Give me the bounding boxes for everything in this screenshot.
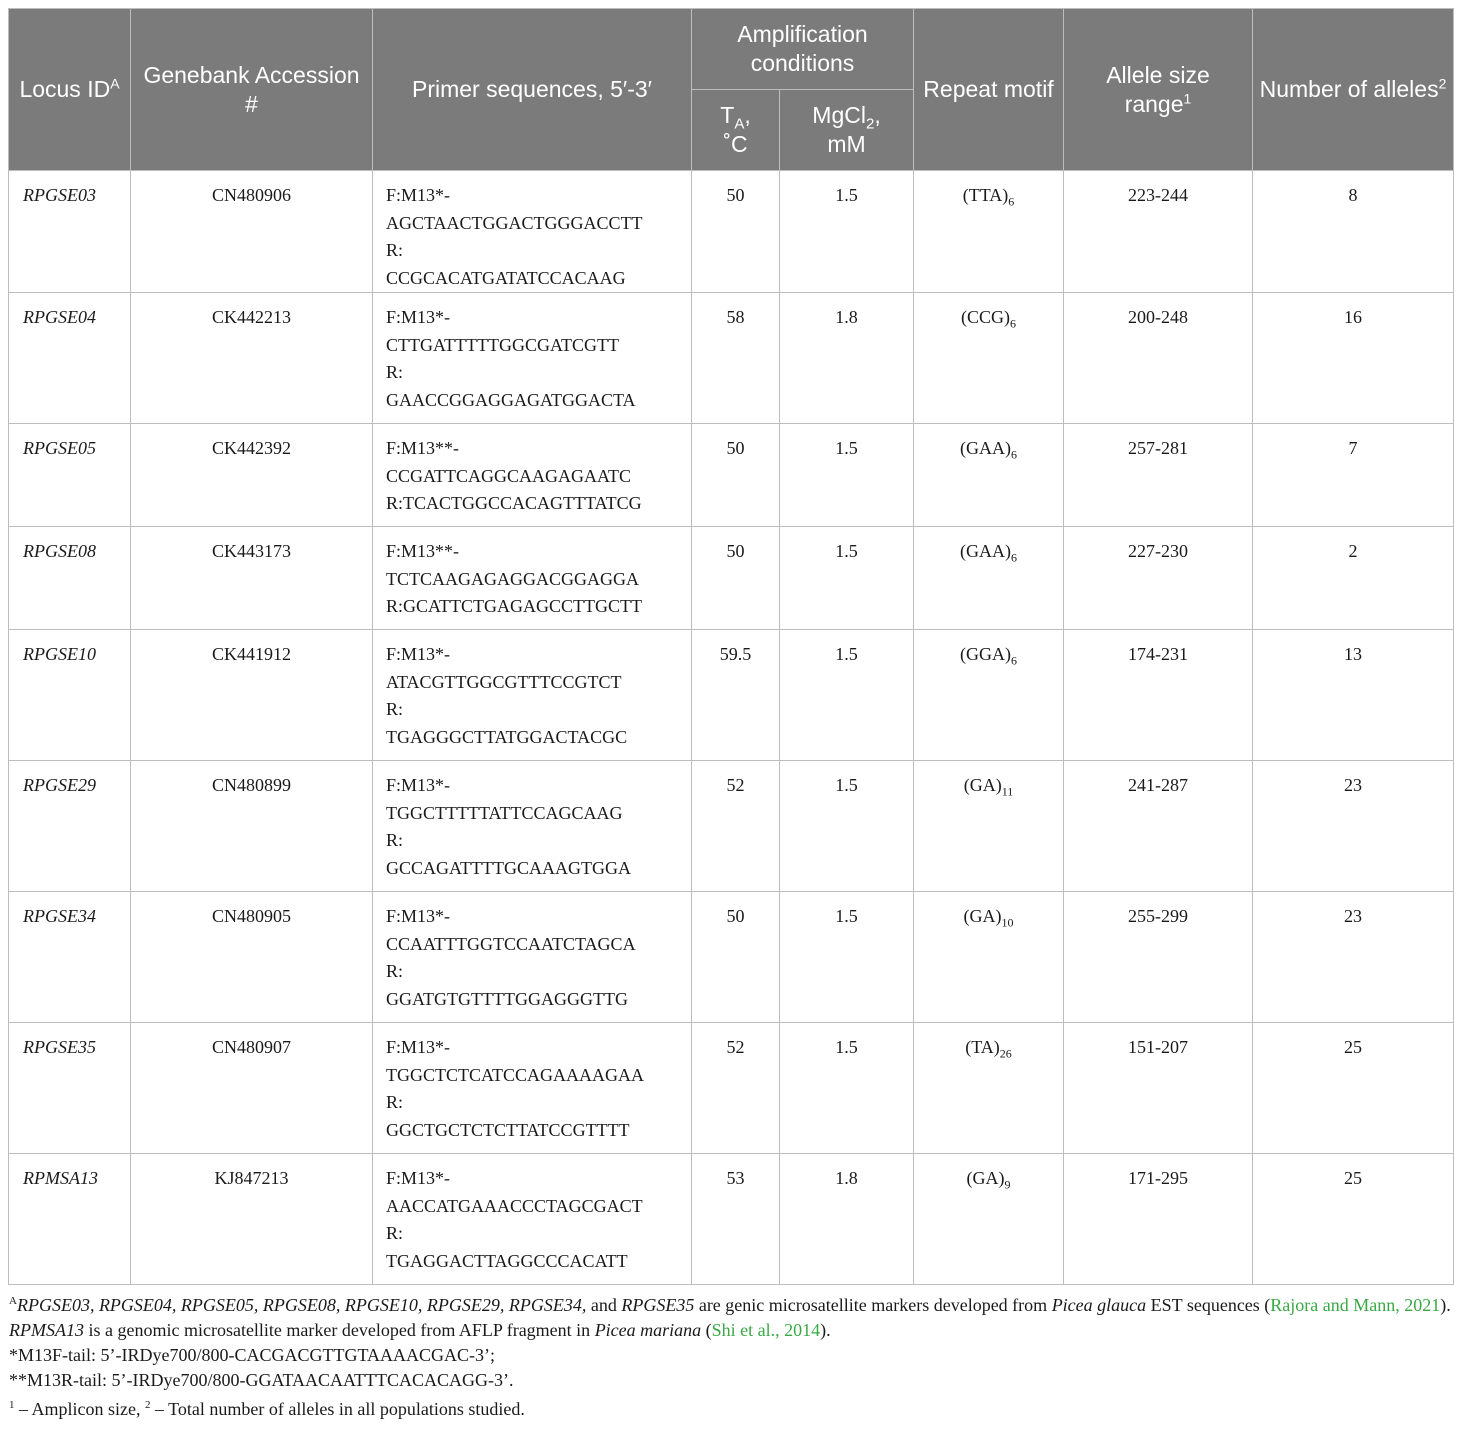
footnote-m13r: **M13R-tail: 5’-IRDye700/800-GGATAACAATTTCACACAGG-3’.: [9, 1370, 514, 1390]
footnote-superscripts: $^1$ – Amplicon size, $^2$ – Total number of alleles in all populations studied.: [9, 1399, 525, 1419]
cell-ta: 58: [692, 293, 780, 424]
cell-number-of-alleles: 16: [1253, 293, 1454, 424]
cell-accession: CK442213: [131, 293, 373, 424]
cell-number-of-alleles: 8: [1253, 171, 1454, 293]
table-row: [9, 424, 1454, 527]
table-row: [9, 293, 1454, 424]
table-row: [9, 1023, 1454, 1154]
cell-repeat-motif: $(GA)_{10}$: [914, 892, 1064, 1023]
table-row: [9, 761, 1454, 892]
cell-number-of-alleles: 25: [1253, 1154, 1454, 1285]
cell-allele-range: 227-230: [1064, 527, 1253, 630]
cell-allele-range: 257-281: [1064, 424, 1253, 527]
cell-allele-range: 255-299: [1064, 892, 1253, 1023]
cell-number-of-alleles: 13: [1253, 630, 1454, 761]
header-amplification: Amplification conditions: [692, 9, 914, 90]
cell-mgcl2: 1.5: [780, 527, 914, 630]
cell-locus: RPMSA13: [9, 1154, 131, 1285]
table-container: [8, 8, 1453, 1422]
cell-number-of-alleles: 23: [1253, 761, 1454, 892]
cell-ta: 50: [692, 424, 780, 527]
cell-ta: 50: [692, 892, 780, 1023]
cell-mgcl2: 1.5: [780, 1023, 914, 1154]
cell-locus: RPGSE08: [9, 527, 131, 630]
cell-accession: CN480906: [131, 171, 373, 293]
cell-repeat-motif: $(GA)_9$: [914, 1154, 1064, 1285]
cell-number-of-alleles: 7: [1253, 424, 1454, 527]
cell-allele-range: 200-248: [1064, 293, 1253, 424]
cell-primers: F:M13*- TGGCTTTTTATTCCAGCAAG R: GCCAGATTTTGCAAAGTGGA: [373, 761, 692, 892]
header-genebank: Genebank Accession #: [131, 9, 373, 171]
cell-repeat-motif: $(CCG)_6$: [914, 293, 1064, 424]
reference-link-shi[interactable]: Shi et al., 2014: [711, 1320, 821, 1340]
cell-ta: 59.5: [692, 630, 780, 761]
cell-primers: F:M13*- CTTGATTTTTGGCGATCGTT R: GAACCGGAGGAGATGGACTA: [373, 293, 692, 424]
cell-locus: RPGSE05: [9, 424, 131, 527]
cell-repeat-motif: $(TTA)_6$: [914, 171, 1064, 293]
cell-primers: F:M13*- ATACGTTGGCGTTTCCGTCT R: TGAGGGCTTATGGACTACGC: [373, 630, 692, 761]
cell-ta: 50: [692, 527, 780, 630]
cell-repeat-motif: $(GGA)_6$: [914, 630, 1064, 761]
cell-locus: RPGSE29: [9, 761, 131, 892]
cell-mgcl2: 1.5: [780, 761, 914, 892]
cell-locus: RPGSE03: [9, 171, 131, 293]
header-ta: $T_A$, ˚C: [692, 90, 780, 171]
cell-ta: 50: [692, 171, 780, 293]
cell-number-of-alleles: 23: [1253, 892, 1454, 1023]
cell-allele-range: 151-207: [1064, 1023, 1253, 1154]
cell-primers: F:M13*- TGGCTCTCATCCAGAAAAGAA R: GGCTGCTCTCTTATCCGTTTT: [373, 1023, 692, 1154]
footnote-a: $^A$RPGSE03, RPGSE04, RPGSE05, RPGSE08, RPGSE10, RPGSE29, RPGSE34, and RPGSE35 are genic microsatellite markers developed from Picea glauca EST sequences (Rajora and Mann, 2021).: [9, 1295, 1451, 1315]
cell-locus: RPGSE10: [9, 630, 131, 761]
cell-accession: CN480899: [131, 761, 373, 892]
cell-ta: 52: [692, 1023, 780, 1154]
cell-allele-range: 223-244: [1064, 171, 1253, 293]
cell-allele-range: 241-287: [1064, 761, 1253, 892]
table-row: [9, 630, 1454, 761]
cell-number-of-alleles: 2: [1253, 527, 1454, 630]
cell-repeat-motif: $(TA)_{26}$: [914, 1023, 1064, 1154]
cell-allele-range: 174-231: [1064, 630, 1253, 761]
cell-primers: F:M13*- AGCTAACTGGACTGGGACCTT R: CCGCACATGATATCCACAAG: [373, 171, 692, 293]
cell-accession: CK443173: [131, 527, 373, 630]
cell-mgcl2: 1.8: [780, 1154, 914, 1285]
cell-accession: CK442392: [131, 424, 373, 527]
table-row: [9, 171, 1454, 293]
table-row: [9, 527, 1454, 630]
table-row: [9, 892, 1454, 1023]
cell-locus: RPGSE04: [9, 293, 131, 424]
header-number-of-alleles: Number of alleles$^2$: [1253, 9, 1454, 171]
microsatellite-table: [8, 8, 1454, 1285]
cell-repeat-motif: $(GA)_{11}$: [914, 761, 1064, 892]
header-locus-id: Locus $ID^A$: [9, 9, 131, 171]
cell-accession: KJ847213: [131, 1154, 373, 1285]
cell-primers: F:M13**- TCTCAAGAGAGGACGGAGGA R:GCATTCTGAGAGCCTTGCTT: [373, 527, 692, 630]
footnote-m13f: *M13F-tail: 5’-IRDye700/800-CACGACGTTGTAAAACGAC-3’;: [9, 1345, 496, 1365]
header-repeat-motif: Repeat motif: [914, 9, 1064, 171]
cell-mgcl2: 1.5: [780, 630, 914, 761]
cell-mgcl2: 1.5: [780, 171, 914, 293]
table-row: [9, 1154, 1454, 1285]
cell-repeat-motif: $(GAA)_6$: [914, 424, 1064, 527]
cell-repeat-motif: $(GAA)_6$: [914, 527, 1064, 630]
cell-mgcl2: 1.8: [780, 293, 914, 424]
footnote-rpmsa13: RPMSA13 is a genomic microsatellite marker developed from AFLP fragment in Picea mariana (Shi et al., 2014).: [9, 1320, 831, 1340]
cell-accession: CN480905: [131, 892, 373, 1023]
cell-locus: RPGSE34: [9, 892, 131, 1023]
table-footnotes: [8, 1289, 1453, 1422]
cell-ta: 53: [692, 1154, 780, 1285]
cell-allele-range: 171-295: [1064, 1154, 1253, 1285]
cell-ta: 52: [692, 761, 780, 892]
cell-accession: CN480907: [131, 1023, 373, 1154]
cell-primers: F:M13*- CCAATTTGGTCCAATCTAGCA R: GGATGTGTTTTGGAGGGTTG: [373, 892, 692, 1023]
cell-mgcl2: 1.5: [780, 424, 914, 527]
cell-locus: RPGSE35: [9, 1023, 131, 1154]
cell-number-of-alleles: 25: [1253, 1023, 1454, 1154]
header-primers: Primer sequences, 5′-3′: [373, 9, 692, 171]
reference-link-rajora[interactable]: Rajora and Mann, 2021: [1270, 1295, 1441, 1315]
cell-primers: F:M13*- AACCATGAAACCCTAGCGACT R: TGAGGACTTAGGCCCACATT: [373, 1154, 692, 1285]
cell-accession: CK441912: [131, 630, 373, 761]
cell-mgcl2: 1.5: [780, 892, 914, 1023]
header-allele-range: Allele size range$^1$: [1064, 9, 1253, 171]
cell-primers: F:M13**- CCGATTCAGGCAAGAGAATC R:TCACTGGCCACAGTTTATCG: [373, 424, 692, 527]
header-mgcl2: MgCl$_2$, mM: [780, 90, 914, 171]
